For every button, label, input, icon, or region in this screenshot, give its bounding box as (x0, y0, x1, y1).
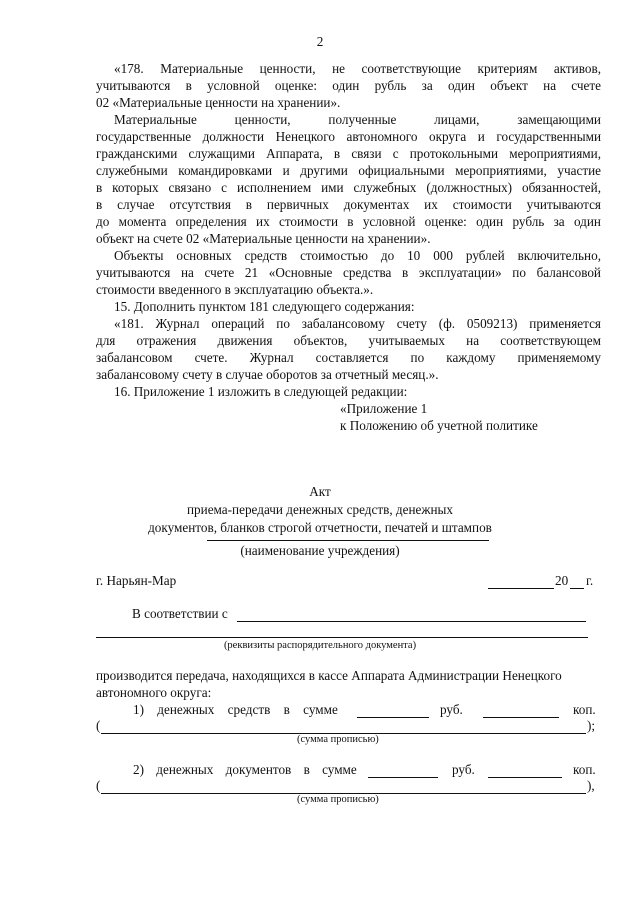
documents-kop-blank (488, 777, 562, 778)
open-paren: ( (96, 778, 101, 793)
paragraph-line: стоимости введенного в эксплуатацию объекта.». (96, 282, 374, 297)
paragraph-line: объект на счете 02 «Материальные ценности на хранении». (96, 231, 431, 246)
paragraph-line: забалансовому счету в случае оборотов за отчетный месяц.». (96, 367, 439, 382)
page-number: 2 (316, 34, 324, 49)
act-subtitle: документов, бланков строгой отчетности, печатей и штампов (148, 520, 492, 535)
documents-amount-label: 2) денежных документов в сумме (133, 762, 357, 777)
accordance-label: В соответствии с (132, 606, 228, 621)
amount-words-caption: (сумма прописью) (297, 734, 379, 745)
paragraph-line: производится передача, находящихся в кассе Аппарата Администрации Ненецкого (96, 668, 562, 683)
cash-amount-label: 1) денежных средств в сумме (133, 702, 338, 717)
kop-label: коп. (573, 702, 596, 717)
rub-label: руб. (452, 762, 475, 777)
paragraph-line: Объекты основных средств стоимостью до 10 000 рублей включительно, (114, 248, 601, 263)
paragraph-line: «178. Материальные ценности, не соответствующие критериям активов, (114, 61, 601, 76)
paragraph-line: гражданскими служащими Аппарата, в связи с протокольными мероприятиями, (96, 146, 601, 161)
date-blank-line (488, 588, 554, 589)
paragraph-line: государственные должности Ненецкого автономного округа и государственными (96, 129, 601, 144)
institution-blank-line (207, 540, 489, 541)
paragraph-line: учитываются в условной оценке: один рубль за один объект на счете (96, 78, 601, 93)
kop-label: коп. (573, 762, 596, 777)
paragraph-line: Материальные ценности, полученные лицами, замещающими (114, 112, 601, 127)
open-paren: ( (96, 718, 101, 733)
paragraph-line: 15. Дополнить пунктом 181 следующего содержания: (114, 299, 415, 314)
paragraph-line: в случае отсутствия в первичных документах их стоимости учитываются (96, 197, 601, 212)
close-paren: ), (587, 778, 595, 793)
documents-rub-blank (368, 777, 438, 778)
paragraph-line: учитываются на счете 21 «Основные средства в эксплуатации» по балансовой (96, 265, 601, 280)
amount-words-caption: (сумма прописью) (297, 794, 379, 805)
year-blank-line (570, 588, 584, 589)
year-suffix: г. (586, 573, 594, 588)
city-name: г. Нарьян-Мар (96, 573, 177, 588)
paragraph-line: «181. Журнал операций по забалансовому счету (ф. 0509213) применяется (114, 316, 601, 331)
paragraph-line: забалансовом счете. Журнал составляется по каждому применяемому (96, 350, 601, 365)
appendix-reference: к Положению об учетной политике (340, 418, 538, 433)
accordance-blank-line-2 (96, 637, 588, 638)
act-title: Акт (309, 484, 331, 499)
paragraph-line: в которых связано с исполнением ими служебных (должностных) обязанностей, (96, 180, 601, 195)
close-paren: ); (587, 718, 596, 733)
cash-kop-blank (483, 717, 559, 718)
paragraph-line: 02 «Материальные ценности на хранении». (96, 95, 341, 110)
act-subtitle: приема-передачи денежных средств, денежных (186, 502, 454, 517)
appendix-label: «Приложение 1 (340, 401, 428, 416)
requisites-caption: (реквизиты распорядительного документа) (223, 640, 417, 651)
year-prefix: 20 (555, 573, 569, 588)
paragraph-line: автономного округа: (96, 685, 212, 700)
accordance-blank-line (237, 621, 586, 622)
cash-rub-blank (357, 717, 429, 718)
institution-caption: (наименование учреждения) (240, 543, 400, 558)
paragraph-line: служебными командировками и другими официальными мероприятиями, участие (96, 163, 601, 178)
paragraph-line: до момента определения их стоимости в условной оценке: один рубль за один (96, 214, 601, 229)
paragraph-line: 16. Приложение 1 изложить в следующей редакции: (114, 384, 408, 399)
paragraph-line: для отражения движения объектов, учитываемых на соответствующем (96, 333, 601, 348)
rub-label: руб. (440, 702, 463, 717)
